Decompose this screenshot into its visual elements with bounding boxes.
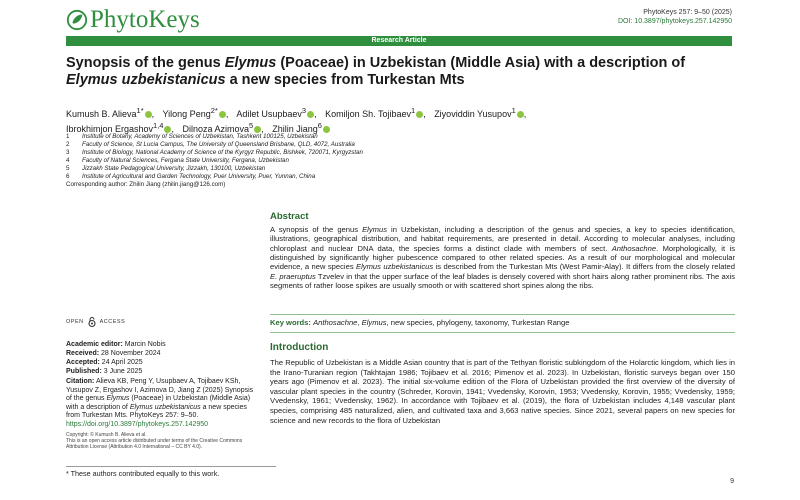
- keywords: Key words: Anthosachne, Elymus, new species, phylogeny, taxonomy, Turkestan Range: [270, 318, 570, 327]
- affiliations: [66, 133, 736, 189]
- introduction-heading: Introduction: [270, 342, 329, 353]
- author[interactable]: Yilong Peng$^{2*}$ ,: [162, 106, 229, 119]
- affiliation-item: 3 Institute of Biology, National Academy of Science of the Kyrgyz Republic, Bishkek, 720071, Kyrgyzstan: [66, 149, 363, 156]
- journal-volume: PhytoKeys 257: 9–50 (2025): [643, 9, 732, 16]
- divider: [270, 314, 735, 315]
- author[interactable]: Komiljon Sh. Tojibaev$^1$ ,: [325, 106, 426, 119]
- affiliation-item: 5 Jizzakh State Pedagogical University, Jizzakh, 130100, Uzbekistan: [66, 165, 266, 172]
- article-type-banner: Research Article: [66, 36, 732, 46]
- open-access-badge[interactable]: OPEN ACCESS: [66, 316, 125, 328]
- doi-link[interactable]: DOI: 10.3897/phytokeys.257.142950: [617, 18, 732, 25]
- author[interactable]: Adilet Usupbaev$^3$ ,: [236, 106, 317, 119]
- divider: [270, 332, 735, 333]
- open-lock-icon: [86, 316, 98, 328]
- orcid-icon[interactable]: [416, 111, 423, 118]
- copyright-notice: Copyright: © Kumush B. Alieva et al. This is an open access article distributed under terms of the Creative Commons Attribution License (Attribution 4.0 International – CC BY 4.0).: [66, 432, 243, 450]
- article-title: Synopsis of the genus Elymus (Poaceae) in Uzbekistan (Middle Asia) with a description of Elymus uzbekistanicus a new species from Turkestan Mts: [66, 55, 686, 88]
- page-number: 9: [730, 478, 734, 485]
- author[interactable]: Zhilin Jiang$^6$: [272, 124, 330, 134]
- accepted-date: Accepted: 24 April 2025: [66, 359, 143, 366]
- author[interactable]: Ibrokhimjon Ergashov$^{1,4}$ ,: [66, 121, 174, 134]
- author[interactable]: Ziyoviddin Yusupov$^1$ ,: [434, 106, 527, 119]
- article-dates: [66, 340, 256, 376]
- citation-doi-link[interactable]: https://doi.org/10.3897/phytokeys.257.142950: [66, 420, 209, 428]
- citation-block: Citation: Alieva KB, Peng Y, Usupbaev A, Tojibaev KSh, Yusupov Z, Ergashov I, Azimova D, Jiang Z (2025) Synopsis of the genus Elymus (Poaceae) in Uzbekistan (Middle Asia) with a description of Elymus uzbekistanicus a new species from Turkestan Mts. PhytoKeys 257: 9–50. https://doi.org/10.3897/phytokeys.257.142950: [66, 378, 254, 428]
- logo-text: PhytoKeys: [90, 6, 200, 33]
- abstract-text: A synopsis of the genus Elymus in Uzbekistan, including a description of the genus and species, a key to species identification, illustrations, geographical distribution, and habitat requirements, are presented in detail. According to molecular analyses, including chloroplast and nuclear DNA data, the species forms a distinct clade with members of sect. Anthosachne. Morphologically, it is distinguished by significantly higher pubescence compared to other related species. As a result of our morphological and molecular evidence, a new species Elymus uzbekistanicus is described from the Turkestan Mts (West Pamir-Alay). It differs from the closely related E. praeruptus Tzvelev in that the upper surface of the leaf blades is densely covered with short hairs along rather prominent ribs. The axis segments of rather loose spikes are usually smooth or with scattered short spines along the ribs.: [270, 225, 735, 291]
- journal-logo[interactable]: [66, 6, 200, 34]
- orcid-icon[interactable]: [219, 111, 226, 118]
- affiliation-item: 2 Faculty of Science, St Lucia Campus, The University of Queensland Brisbane, QLD, 4072, Australia: [66, 141, 355, 148]
- author[interactable]: Kumush B. Alieva$^{1*}$ ,: [66, 106, 155, 119]
- orcid-icon[interactable]: [145, 111, 152, 118]
- affiliation-item: 4 Faculty of Natural Sciences, Fergana State University, Fergana, Uzbekistan: [66, 157, 289, 164]
- published-date: Published: 3 June 2025: [66, 368, 143, 375]
- author-list: [66, 105, 736, 135]
- journal-info: [618, 8, 732, 26]
- corresponding-author: Corresponding author: Zhilin Jiang (zhilin.jiang@126.com): [66, 181, 226, 188]
- author[interactable]: Dilnoza Azimova$^5$ ,: [182, 121, 264, 134]
- footnote: * These authors contributed equally to this work.: [66, 469, 220, 478]
- leaf-icon: [66, 9, 88, 31]
- received-date: Received: 28 November 2024: [66, 350, 161, 357]
- abstract-heading: Abstract: [270, 211, 309, 222]
- orcid-icon[interactable]: [307, 111, 314, 118]
- orcid-icon[interactable]: [517, 111, 524, 118]
- affiliation-item: 1 Institute of Botany, Academy of Sciences of Uzbekistan, Tashkent 100125, Uzbekistan: [66, 133, 318, 140]
- footnote-divider: [66, 466, 276, 467]
- affiliation-item: 6 Institute of Agricultural and Garden Technology, Puer University, Puer, Yunnan, China: [66, 173, 316, 180]
- introduction-text: The Republic of Uzbekistan is a Middle Asian country that is part of the Tethyan floristic subkingdom of the Holarctic kingdom, which lies in the Irano-Turanian region (Takhtajan 1986; Tojibaev et al. 2016; Pimenov et al. 2023). In Uzbekistan, floristic surveys began over 150 years ago (Pimenov et al. 2023). The initial six-volume edition of the Flora of Uzbekistan provided the first overview of the diversity of vascular plant species in the country (Schreder, Korovin, 1941; Vvedensky, Korovin, 1953; Vvedensky, Korovin, 1955; Vvedensky, 1959; Vvedensky, 1961; Vvedensky, 1962). In accordance with Tojibaev et al. (2019), the flora of Uzbekistan includes 4,148 vascular plant species, comprising 485 naturalized, alien, and cultivated taxa and 3,663 native species. Since 2021, several papers on new species for science and new records to the flora of Uzbekistan: [270, 358, 735, 425]
- academic-editor: Academic editor: Marcin Nobis: [66, 341, 166, 348]
